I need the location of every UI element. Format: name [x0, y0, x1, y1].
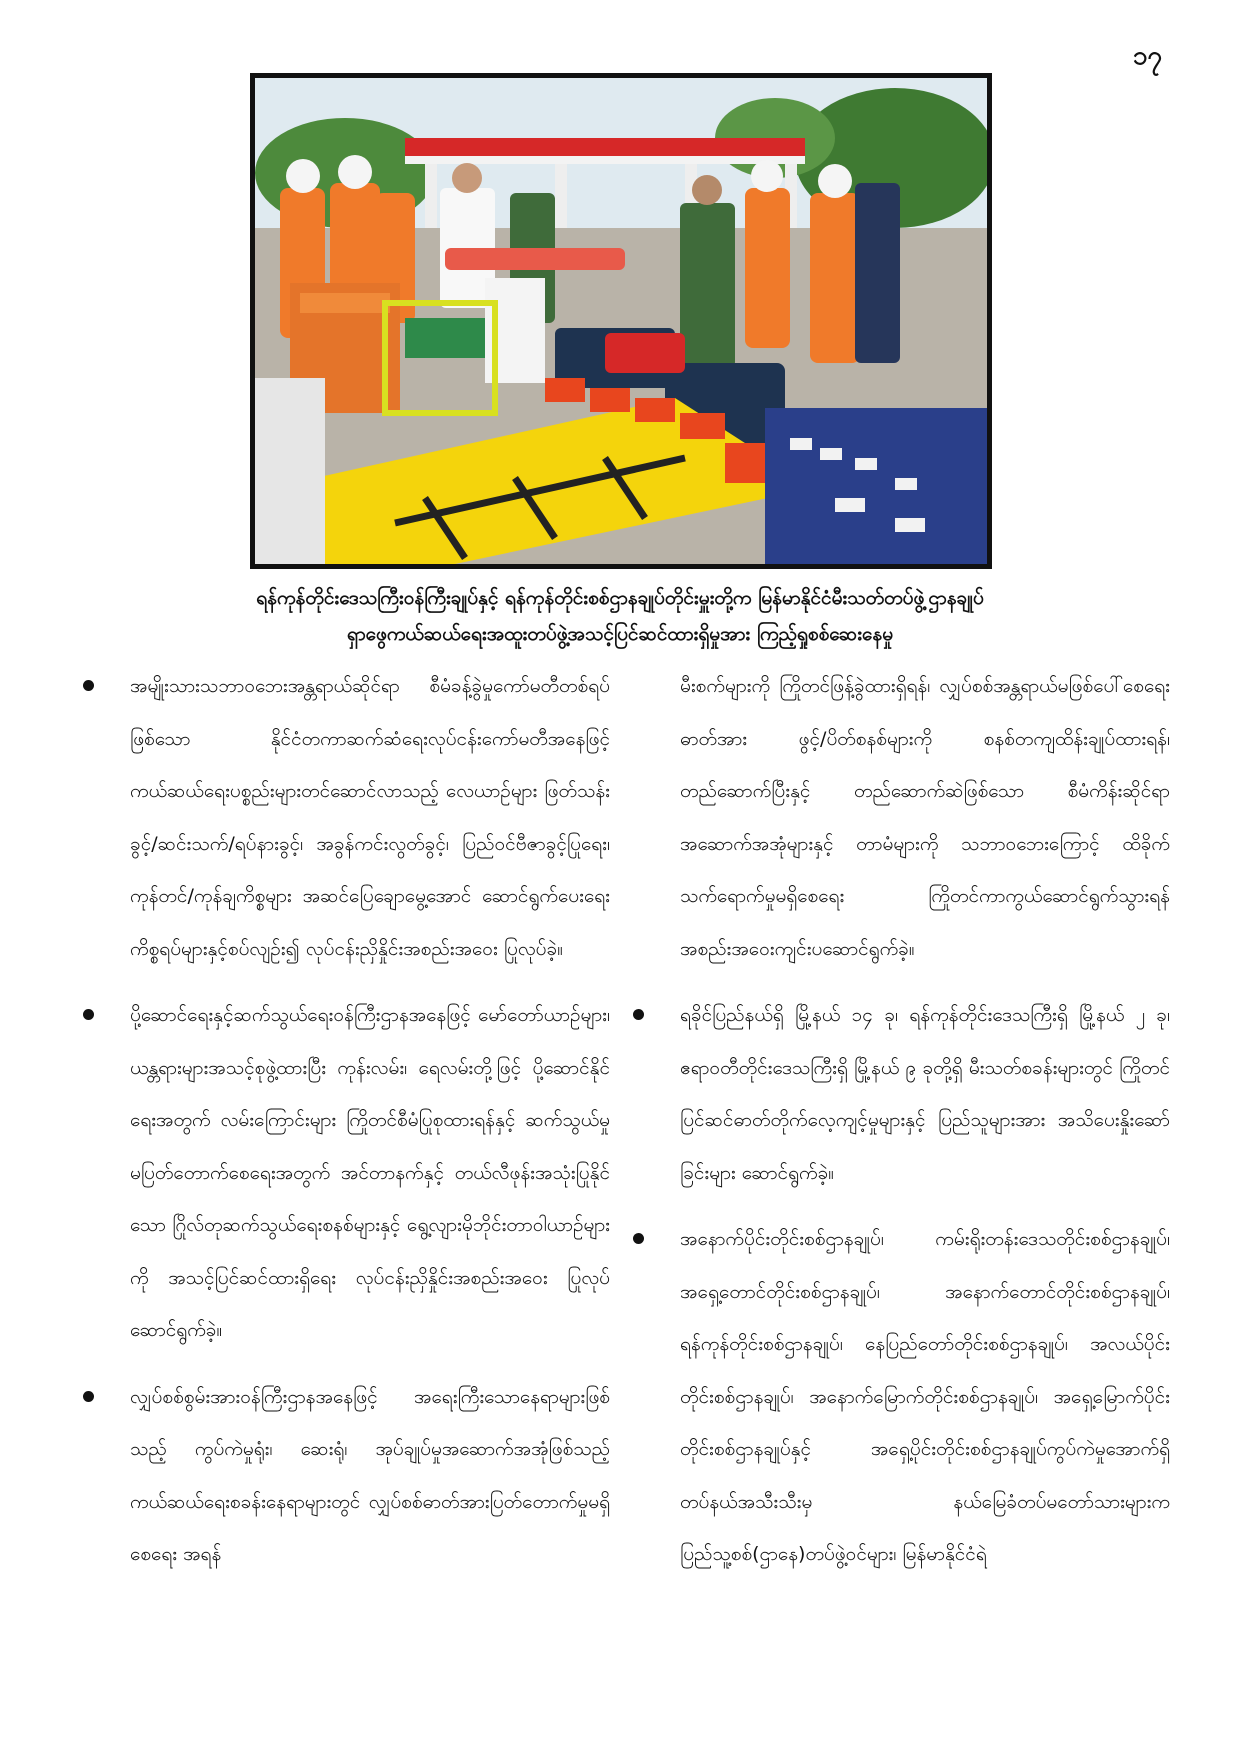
caption-line-1: ရန်ကုန်တိုင်းဒေသကြီးဝန်ကြီးချုပ်နှင့် ရန်ကုန်တိုင်းစစ်ဌာနချုပ်တိုင်းမှူးတို့က မြန်မာနိုင်ငံမီးသတ်တပ်ဖွဲ့ဌာနချုပ် — [256, 587, 984, 609]
bullet-item — [80, 660, 610, 975]
exhibition-photo — [250, 73, 992, 569]
photo-illustration — [255, 78, 987, 564]
bullet-text: အနောက်ပိုင်းတိုင်းစစ်ဌာနချုပ်၊ ကမ်းရိုးတန်းဒေသတိုင်းစစ်ဌာနချုပ်၊ အရှေ့တောင်တိုင်းစစ်ဌာနချုပ်၊ အနောက်တောင်တိုင်းစစ်ဌာနချုပ်၊ ရန်ကုန်တိုင်းစစ်ဌာနချုပ်၊ နေပြည်တော်တိုင်းစစ်ဌာနချုပ်၊ အလယ်ပိုင်းတိုင်းစစ်ဌာနချုပ်၊ အနောက်မြောက်တိုင်းစစ်ဌာနချုပ်၊ အရှေ့မြောက်ပိုင်းတိုင်းစစ်ဌာနချုပ်နှင့် အရှေ့ပိုင်းတိုင်းစစ်ဌာနချုပ်ကွပ်ကဲမှုအောက်ရှိ တပ်နယ်အသီးသီးမှ နယ်မြေခံတပ်မတော်သားများက ပြည်သူ့စစ်(ဌာနေ)တပ်ဖွဲ့ဝင်များ၊ မြန်မာနိုင်ငံရဲ — [680, 1228, 1170, 1565]
continued-text: မီးစက်များကို ကြိုတင်ဖြန့်ခွဲထားရှိရန်၊ လျှပ်စစ်အန္တရာယ်မဖြစ်ပေါ်စေရေး ဓာတ်အား ဖွင့်/ပိတ်စနစ်များကို စနစ်တကျထိန်းချုပ်ထားရန်၊ တည်ဆောက်ပြီးနှင့် တည်ဆောက်ဆဲဖြစ်သော စီမံကိန်းဆိုင်ရာ အဆောက်အအုံများနှင့် တာမံများကို သဘာဝဘေးကြောင့် ထိခိုက်သက်ရောက်မှုမရှိစေရေး ကြိုတင်ကာကွယ်ဆောင်ရွက်သွားရန် အစည်းအဝေးကျင်းပဆောင်ရွက်ခဲ့။ — [680, 675, 1170, 960]
caption-line-2: ရှာဖွေကယ်ဆယ်ရေးအထူးတပ်ဖွဲ့အသင့်ပြင်ဆင်ထားရှိမှုအား ကြည့်ရှုစစ်ဆေးနေမှု — [346, 623, 894, 645]
bullet-item — [630, 989, 1170, 1199]
right-column — [630, 660, 1170, 1595]
page-number: ၁၇ — [1132, 41, 1162, 71]
bullet-icon — [633, 1233, 644, 1244]
left-column — [80, 660, 610, 1595]
bullet-item — [80, 1371, 610, 1581]
bullet-text: ပို့ဆောင်ရေးနှင့်ဆက်သွယ်ရေးဝန်ကြီးဌာနအနေဖြင့် မော်တော်ယာဉ်များ၊ ယန္တရားများအသင့်စုဖွဲ့ထားပြီး ကုန်းလမ်း၊ ရေလမ်းတို့ဖြင့် ပို့ဆောင်နိုင်ရေးအတွက် လမ်းကြောင်းများ ကြိုတင်စီမံပြုစုထားရန်နှင့် ဆက်သွယ်မှုမပြတ်တောက်စေရေးအတွက် အင်တာနက်နှင့် တယ်လီဖုန်းအသုံးပြုနိုင်သော ဂြိုလ်တုဆက်သွယ်ရေးစနစ်များနှင့် ရွေ့လျားမိုဘိုင်းတာဝါယာဉ်များကို အသင့်ပြင်ဆင်ထားရှိရေး လုပ်ငန်းညှိနှိုင်းအစည်းအဝေး ပြုလုပ်ဆောင်ရွက်ခဲ့။ — [130, 1004, 610, 1341]
photo-caption — [130, 580, 1110, 652]
bullet-item — [80, 989, 610, 1357]
bullet-icon — [83, 680, 94, 691]
bullet-icon — [633, 1009, 644, 1020]
bullet-text: အမျိုးသားသဘာဝဘေးအန္တရာယ်ဆိုင်ရာ စီမံခန့်ခွဲမှုကော်မတီတစ်ရပ်ဖြစ်သော နိုင်ငံတကာဆက်ဆံရေးလုပ်ငန်းကော်မတီအနေဖြင့် ကယ်ဆယ်ရေးပစ္စည်းများတင်ဆောင်လာသည့် လေယာဉ်များ ဖြတ်သန်းခွင့်/ဆင်းသက်/ရပ်နားခွင့်၊ အခွန်ကင်းလွတ်ခွင့်၊ ပြည်ဝင်ဗီဇာခွင့်ပြုရေး၊ ကုန်တင်/ကုန်ချကိစ္စများ အဆင်ပြေချောမွေ့အောင် ဆောင်ရွက်ပေးရေးကိစ္စရပ်များနှင့်စပ်လျဉ်း၍ လုပ်ငန်းညှိနှိုင်းအစည်းအဝေး ပြုလုပ်ခဲ့။ — [130, 675, 610, 960]
bullet-text: ရခိုင်ပြည်နယ်ရှိ မြို့နယ် ၁၄ ခု၊ ရန်ကုန်တိုင်းဒေသကြီးရှိ မြို့နယ် ၂ ခု၊ ဧရာဝတီတိုင်းဒေသကြီးရှိ မြို့နယ် ၉ ခုတို့ရှိ မီးသတ်စခန်းများတွင် ကြိုတင်ပြင်ဆင်ဓာတ်တိုက်လေ့ကျင့်မှုများနှင့် ပြည်သူများအား အသိပေးနှိုးဆော်ခြင်းများ ဆောင်ရွက်ခဲ့။ — [680, 1004, 1170, 1184]
bullet-text: လျှပ်စစ်စွမ်းအားဝန်ကြီးဌာနအနေဖြင့် အရေးကြီးသောနေရာများဖြစ်သည့် ကွပ်ကဲမှုရုံး၊ ဆေးရုံ၊ အုပ်ချုပ်မှုအဆောက်အအုံဖြစ်သည့် ကယ်ဆယ်ရေးစခန်းနေရာများတွင် လျှပ်စစ်ဓာတ်အားပြတ်တောက်မှုမရှိစေရေး အရန် — [130, 1385, 610, 1565]
bullet-icon — [83, 1009, 94, 1020]
bullet-item — [630, 1213, 1170, 1581]
bullet-icon — [83, 1391, 94, 1402]
